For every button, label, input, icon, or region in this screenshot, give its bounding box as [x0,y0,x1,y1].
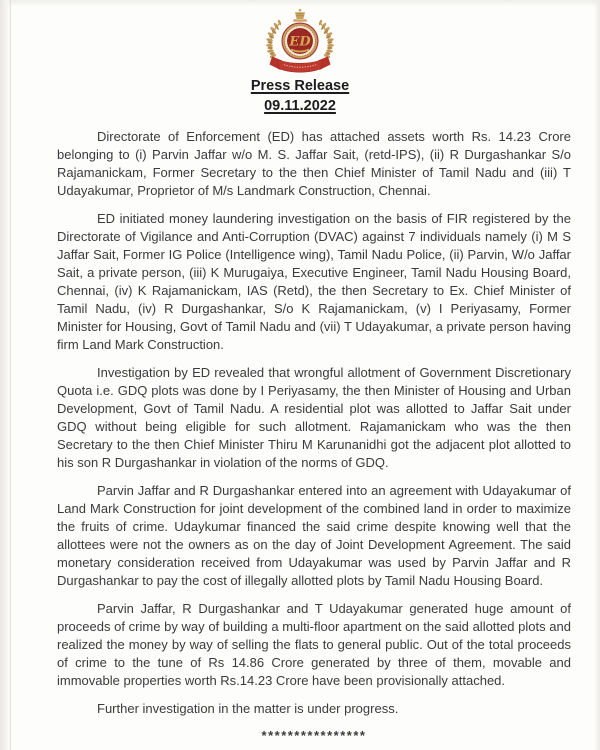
seal-circle [282,23,318,59]
scan-edge-top [0,0,600,7]
paragraph-gdq-findings: Investigation by ED revealed that wrongful allotment of Government Discretionary Quota i.e. GDQ plots was done by I Periyasamy, the then Minister of Housing and Urban Development, Govt of Tamil Nadu. A residential plot was allotted to Jaffar Sait under GDQ without being eligible for such allotment. Rajamanickam who was the then Secretary to the then Chief Minister Thiru M Karunanidhi got the adjacent plot allotted to his son R Durgashankar in violation of the norms of GDQ. [57,365,571,470]
ed-emblem-icon [260,8,340,74]
press-release-date: 09.11.2022 [264,98,336,114]
paragraph-fir-individuals: ED initiated money laundering investigation on the basis of FIR registered by the Directorate of Vigilance and Anti-Corruption (DVAC) against 7 individuals namely (i) M S Jaffar Sait, Former IG Police (Intelligence wing), Tamil Nadu Police, (ii) Parvin, W/o Jaffar Sait, a private person, (iii) K Murugaiya, Executive Engineer, Tamil Nadu Housing Board, Chennai, (iv) K Rajamanickam, IAS (Retd), the then Secretary to Ex. Chief Minister of Tamil Nadu, (iv) R Durgashankar, S/o K Rajamanickam, (v) I Periyasamy, Former Minister for Housing, Govt of Tamil Nadu and (vii) T Udayakumar, a private person having firm Land Mark Construction. [57,211,571,352]
document-body [57,128,571,743]
crown-icon [293,9,307,22]
paragraph-joint-development: Parvin Jaffar and R Durgashankar entered into an agreement with Udayakumar of Land Mark Construction for joint development of the combined land in order to maximize the fruits of crime. Udaykumar financed the said crime despite knowing well that the allottees were not the owners as on the day of Joint Development Agreement. The said monetary consideration received from Udayakumar was used by Parvin Jaffar and R Durgashankar to pay the cost of illegally allotted plots by Tamil Nadu Housing Board. [57,483,571,588]
asterisk-separator: **************** [261,728,367,743]
paragraph-further-investigation: Further investigation in the matter is under progress. [97,701,399,716]
paragraph-attachment-summary: Directorate of Enforcement (ED) has attached assets worth Rs. 14.23 Crore belonging to (i) Parvin Jaffar w/o M. S. Jaffar Sait, (retd-IPS), (ii) R Durgashankar S/o Rajamanickam, Former Secretary to the then Chief Minister of Tamil Nadu and (iii) T Udayakumar, Proprietor of M/s Landmark Construction, Chennai. [57,129,571,198]
press-release-title: Press Release [250,78,350,94]
document-header [0,8,600,114]
paragraph-proceeds-of-crime: Parvin Jaffar, R Durgashankar and T Udayakumar generated huge amount of proceeds of crime by way of building a multi-floor apartment on the said allotted plots and realized the money by way of selling the flats to general public. Out of the total proceeds of crime to the tune of Rs 14.86 Crore generated by three of them, movable and immovable properties worth Rs.14.23 Crore have been provisionally attached. [57,601,571,688]
ed-emblem-logo [0,8,600,74]
ed-monogram: ED [289,34,311,50]
